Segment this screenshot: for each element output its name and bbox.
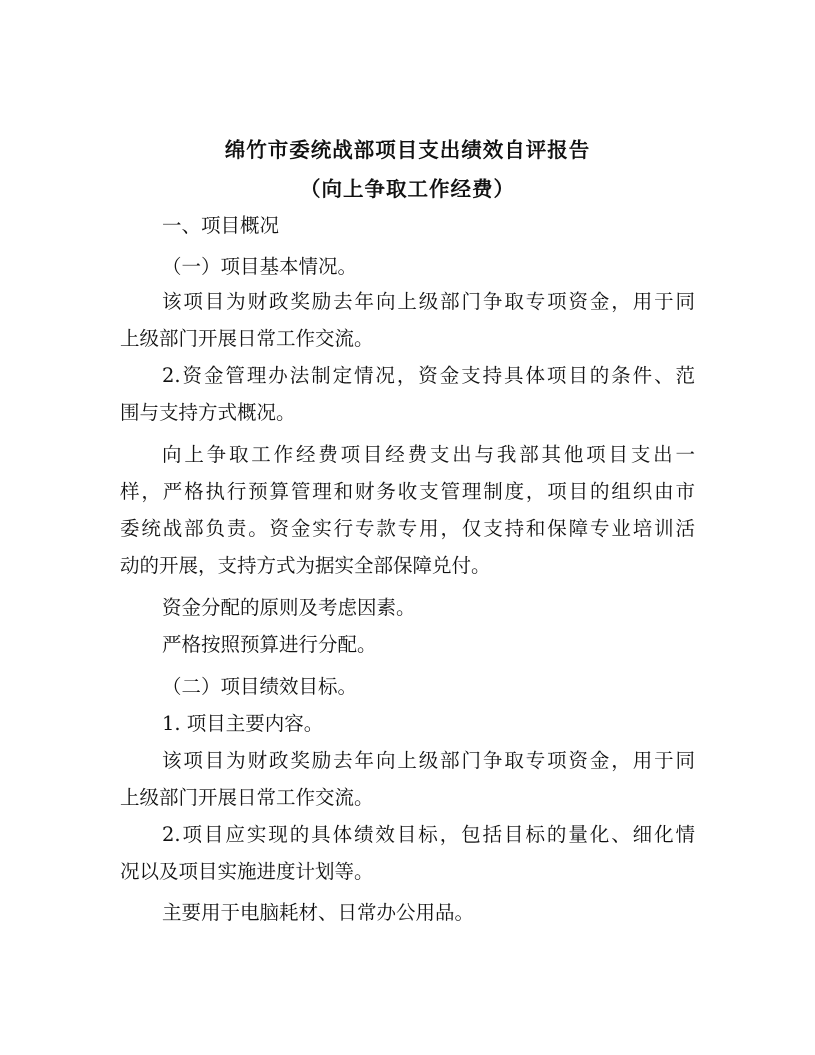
- paragraph-line: 资金分配的原则及考虑因素。: [162, 596, 416, 619]
- paragraph-line: 向上争取工作经费项目经费支出与我部其他项目支出一: [162, 443, 695, 466]
- paragraph-line: 上级部门开展日常工作交流。: [120, 327, 374, 350]
- paragraph-line: 样，严格执行预算管理和财务收支管理制度，项目的组织由市: [120, 480, 695, 503]
- paragraph-line: 该项目为财政奖励去年向上级部门争取专项资金，用于同: [162, 290, 695, 313]
- paragraph-line: 主要用于电脑耗材、日常办公用品。: [162, 901, 475, 924]
- paragraph-line: 该项目为财政奖励去年向上级部门争取专项资金，用于同: [162, 749, 695, 772]
- subsection-heading: （一）项目基本情况。: [162, 255, 358, 278]
- subsection-heading: （二）项目绩效目标。: [162, 675, 358, 698]
- section-heading: 一、项目概况: [162, 214, 280, 237]
- document-title: 绵竹市委统战部项目支出绩效自评报告: [224, 138, 591, 162]
- paragraph-line: 上级部门开展日常工作交流。: [120, 786, 374, 809]
- paragraph-line: 况以及项目实施进度计划等。: [120, 860, 374, 883]
- paragraph-line: 委统战部负责。资金实行专款专用，仅支持和保障专业培训活: [120, 517, 695, 540]
- paragraph-line: 2.资金管理办法制定情况，资金支持具体项目的条件、范: [162, 364, 695, 387]
- paragraph-line: 1. 项目主要内容。: [162, 712, 324, 735]
- paragraph-line: 围与支持方式概况。: [120, 401, 296, 424]
- document-subtitle: （向上争取工作经费）: [300, 177, 515, 201]
- paragraph-line: 严格按照预算进行分配。: [162, 633, 377, 656]
- paragraph-line: 2.项目应实现的具体绩效目标，包括目标的量化、细化情: [162, 823, 695, 846]
- paragraph-line: 动的开展，支持方式为据实全部保障兑付。: [120, 554, 491, 577]
